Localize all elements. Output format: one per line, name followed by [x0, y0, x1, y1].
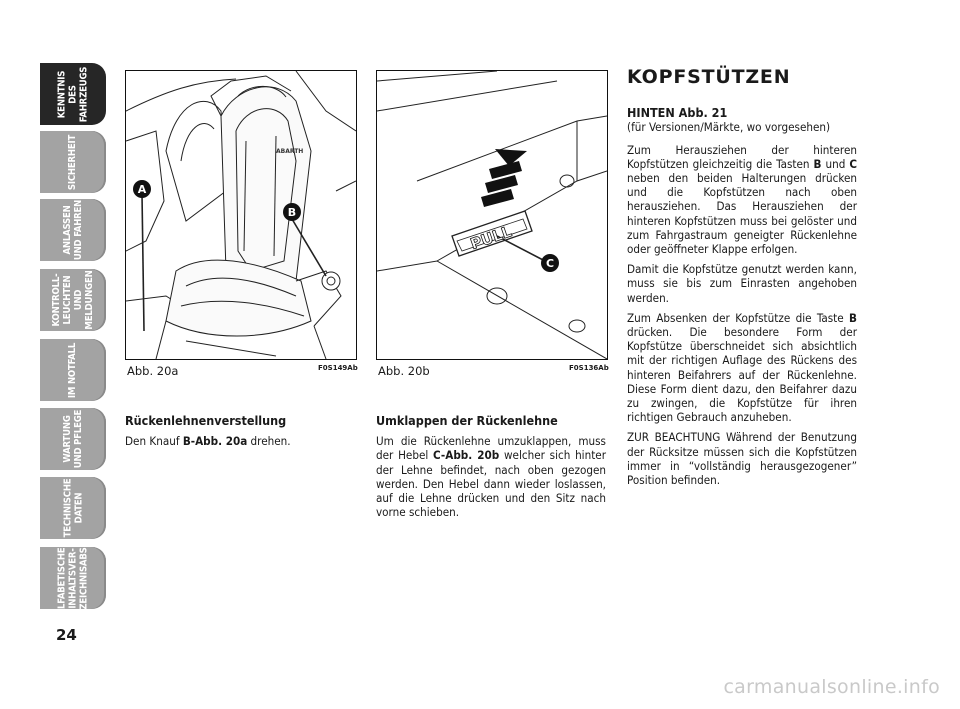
- section-heading: Umklappen der Rückenlehne: [376, 413, 558, 428]
- tab-anlassen-und-fahren[interactable]: [40, 199, 106, 261]
- text: Um die Rückenlehne umzuklappen, muss der Hebel: [376, 434, 606, 463]
- figure-seat-illustration: [125, 70, 357, 360]
- tab-kontrollleuchten[interactable]: [40, 269, 106, 331]
- text: und: [821, 156, 850, 171]
- paragraph: Damit die Kopfstütze genutzt werden kann, muss sie bis zum Einrasten angehoben werden.: [627, 262, 857, 305]
- label-b: B: [287, 206, 297, 219]
- figure-reference: C-Abb. 20b: [433, 448, 500, 463]
- seat-drawing: [126, 71, 356, 359]
- paragraph: [627, 143, 857, 257]
- text: neben den beiden Halterungen drücken und die Kopfstützen nach oben herausziehen. Das Herausziehen der hinteren Kopfstützen muss bei gelöster und zum Fahrgastraum geneigter Rückenlehne oder geöffneter Klappe erfolgen.: [627, 171, 857, 257]
- tab-kenntnis-des-fahrzeugs[interactable]: [40, 63, 106, 125]
- button-reference: B: [813, 156, 822, 171]
- paragraph: [627, 311, 857, 425]
- code-abb-20b: F0S136Ab: [569, 364, 609, 372]
- text: Zum Absenken der Kopfstütze die Taste: [627, 310, 850, 325]
- tab-label: WARTUNG UND PFLEGE: [62, 409, 84, 469]
- sub-heading: HINTEN Abb. 21: [627, 105, 728, 121]
- figure-lever-illustration: [376, 70, 608, 360]
- caption-abb-20b: Abb. 20b: [378, 364, 430, 378]
- page-title: KOPFSTÜTZEN: [627, 66, 791, 88]
- section-heading: Rückenlehnenverstellung: [125, 413, 287, 428]
- code-abb-20a: F0S149Ab: [318, 364, 358, 372]
- tab-label: TECHNISCHE DATEN: [61, 478, 84, 538]
- button-reference: B: [849, 310, 857, 325]
- tab-im-notfall[interactable]: [40, 339, 106, 401]
- page-number: 24: [56, 626, 77, 644]
- caption-abb-20a: Abb. 20a: [127, 364, 179, 378]
- tab-label: KENNTNIS DES FAHRZEUGS: [56, 66, 90, 122]
- paragraph: [125, 434, 357, 448]
- text: Den Knauf: [125, 434, 183, 449]
- section-umklappen: [376, 414, 606, 525]
- tab-technische-daten[interactable]: [40, 477, 106, 539]
- tab-label: KONTROLL- LEUCHTEN UND MELDUNGEN: [51, 270, 95, 330]
- section-kopfstuetzen: [627, 66, 857, 493]
- tab-label: ALFABETISCHES INHALTSVER- ZEICHNISABS: [56, 541, 90, 615]
- pull-label: PULL: [468, 222, 514, 254]
- label-c: C: [545, 257, 555, 270]
- tab-label: IM NOTFALL: [67, 342, 79, 398]
- button-reference: C: [849, 156, 857, 171]
- text: drehen.: [247, 434, 291, 449]
- lever-drawing: [377, 71, 607, 359]
- tab-sicherheit[interactable]: [40, 131, 106, 193]
- figure-reference: B-Abb. 20a: [182, 434, 248, 449]
- tab-inhaltsverzeichnis[interactable]: [40, 541, 106, 615]
- sub-note: (für Versionen/Märkte, wo vorgesehen): [627, 120, 831, 135]
- section-rueckenlehnenverstellung: [125, 414, 357, 454]
- text: Zum Herausziehen der hinteren Kopfstützen gleichzeitig die Tasten: [627, 142, 857, 171]
- watermark: carmanualsonline.info: [723, 676, 940, 698]
- tab-label: ANLASSEN UND FAHREN: [61, 199, 84, 261]
- seat-logo: ABARTH: [276, 148, 304, 155]
- label-a: A: [137, 183, 147, 196]
- text: drücken. Die besondere Form der Kopfstütze überschneidet sich absichtlich mit der richtigen Auflage des Rückens des hinteren Beifahrers auf der Rückenlehne. Diese Form dient dazu, den Beifahrer dazu zu zwingen, die Kopfstütze für ihren richtigen Gebrauch anzuheben.: [627, 325, 857, 425]
- tab-wartung-und-pflege[interactable]: [40, 408, 106, 470]
- paragraph: ZUR BEACHTUNG Während der Benutzung der Rücksitze müssen sich die Kopfstützen immer in “vollständig herausgezogener” Position befinden.: [627, 430, 857, 488]
- paragraph: [376, 434, 606, 519]
- tab-label: SICHERHEIT: [67, 134, 79, 190]
- text: welcher sich hinter der Lehne befindet, nach oben gezogen werden. Den Hebel dann wieder loslassen, auf die Lehne drücken und den Sitz nach vorne schieben.: [376, 448, 606, 520]
